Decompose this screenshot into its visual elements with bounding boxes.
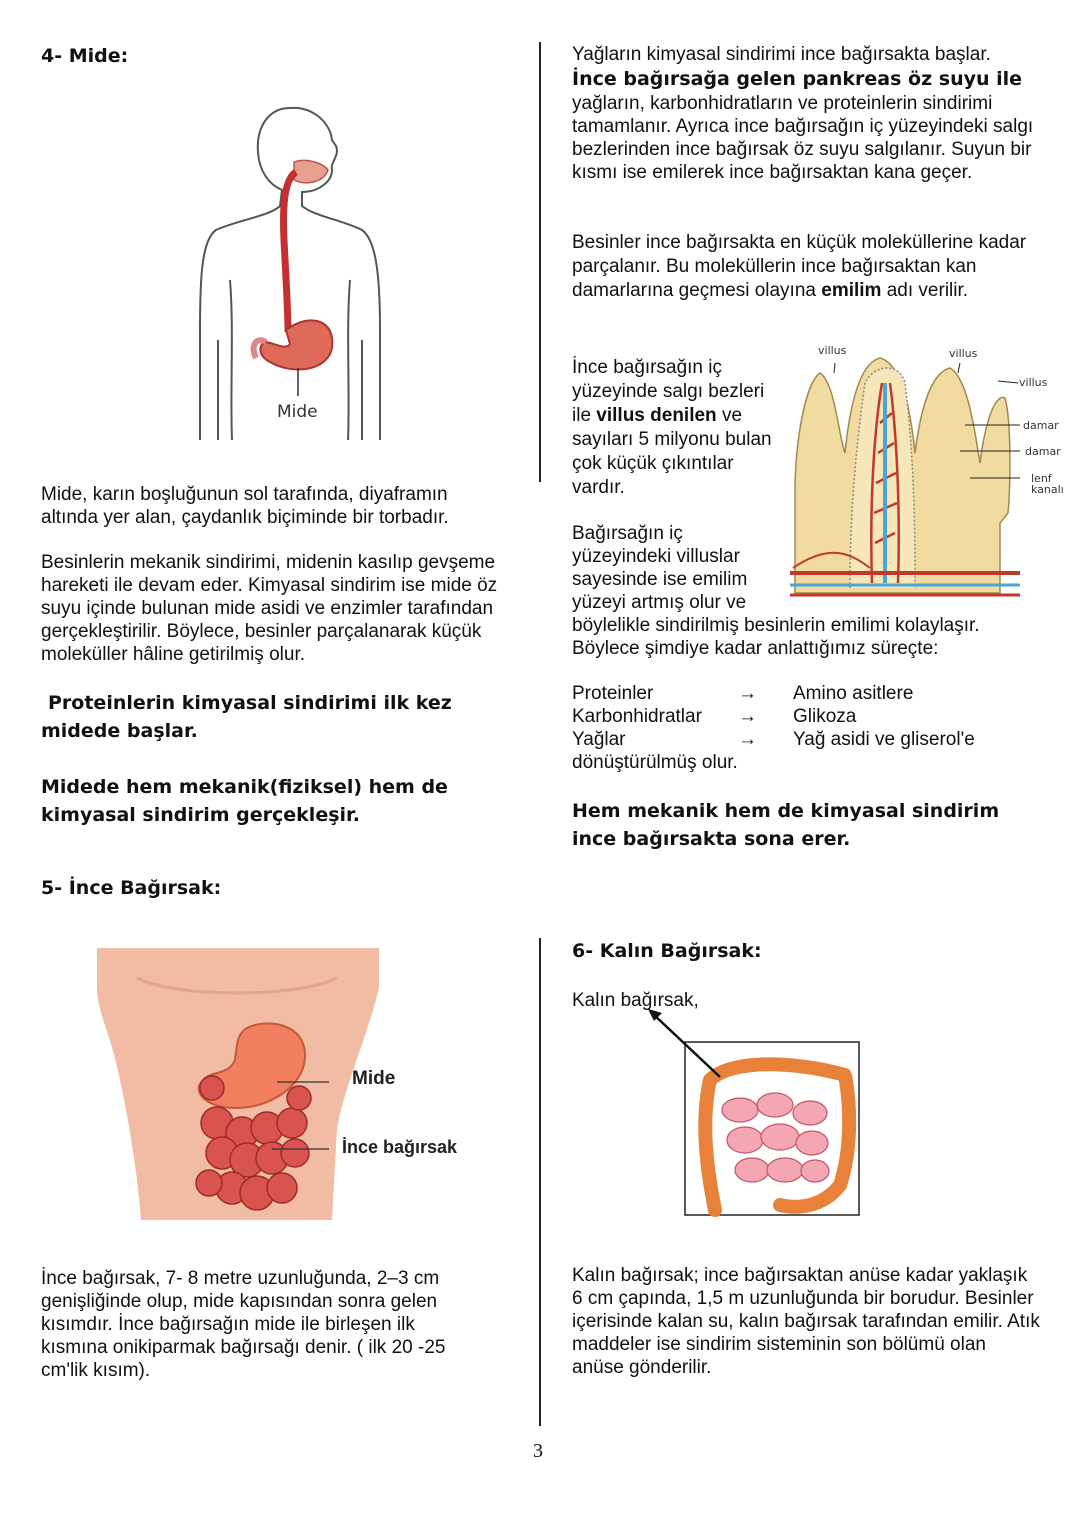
right-paragraph-1 — [572, 43, 1042, 184]
mide-figure-label: Mide — [277, 402, 318, 422]
villus-label-3: villus — [1019, 376, 1048, 389]
conversion-to: Glikoza — [793, 706, 857, 727]
kalin-bagirsak-intro: Kalın bağırsak, — [572, 990, 699, 1011]
conversion-from: Proteinler — [572, 683, 654, 704]
mide-bold-statement-2: Midede hem mekanik(fiziksel) hem de kimyasal sindirim gerçekleşir. — [41, 776, 448, 826]
villus-text-a: İnce bağırsağın iç yüzeyinde salgı bezleri ile — [572, 357, 765, 426]
mide-bold-statement-1: Proteinlerin kimyasal sindirimi ilk kez midede başlar. — [41, 692, 452, 742]
conversion-arrow: → — [738, 683, 757, 704]
emilim-text-a: Besinler ince bağırsakta en küçük moleküllerine kadar parçalanır. Bu moleküllerin ince bağırsaktan kan damarlarına geçmesi olayına — [572, 232, 1027, 301]
conversion-row — [572, 728, 1052, 751]
villus-paragraph — [572, 356, 782, 500]
emilim-text-c: adı verilir. — [881, 280, 969, 301]
ince-bagirsak-figure — [97, 948, 457, 1220]
conversion-tail: dönüştürülmüş olur. — [572, 752, 738, 773]
ince-figure-label-mide: Mide — [352, 1068, 396, 1089]
conversion-arrow: → — [738, 706, 757, 727]
right-p1-bold: İnce bağırsağa gelen pankreas öz suyu ile — [572, 68, 1023, 90]
conversion-to: Yağ asidi ve gliserol'e — [793, 729, 975, 750]
column-divider-top — [539, 42, 541, 482]
lenf-kanali-label: lenf kanalı — [1031, 472, 1064, 496]
ince-bagirsak-heading: 5- İnce Bağırsak: — [41, 877, 222, 899]
villus-text-c: ve sayıları 5 milyonu bulan çok küçük çıkıntılar vardır. — [572, 405, 772, 498]
mide-paragraph-1: Mide, karın boşluğunun sol tarafında, diyaframın altında yer alan, çaydanlık biçiminde bir torbadır. — [41, 484, 449, 528]
right-paragraph-emilim — [572, 231, 1042, 303]
damar-label-1: damar — [1023, 419, 1059, 432]
villus-term: villus denilen — [596, 405, 717, 426]
kalin-bagirsak-paragraph: Kalın bağırsak; ince bağırsaktan anüse kadar yaklaşık 6 cm çapında, 1,5 m uzunluğunda bir borudur. Besinler içerisinde kalan su, kalın bağırsak tarafından emilir. Atık maddeler ise sindirim sisteminin son bölümü olan anüse gönderilir. — [572, 1265, 1040, 1378]
mide-paragraph-2: Besinlerin mekanik sindirimi, midenin kasılıp gevşeme hareketi ile devam eder. Kimyasal sindirim ise mide öz suyu içinde bulunan mide asidi ve enzimler tarafından gerçekleştirilir. Böylece, besinler parçalanarak küçük moleküller hâline getirilmiş olur. — [41, 552, 498, 665]
conversion-arrow: → — [738, 729, 757, 750]
conversion-row — [572, 705, 1052, 728]
conversion-table — [572, 682, 1052, 774]
villus-paragraph-3: böylelikle sindirilmiş besinlerin emilimi kolaylaşır. Böylece şimdiye kadar anlattığımız süreçte: — [572, 615, 980, 659]
page-number: 3 — [533, 1440, 543, 1462]
right-bold-statement: Hem mekanik hem de kimyasal sindirim ince bağırsakta sona erer. — [572, 800, 1000, 850]
villus-paragraph-2: Bağırsağın iç yüzeyindeki villuslar sayesinde ise emilim yüzeyi artmış olur ve — [572, 523, 748, 613]
right-p1-line-c: yağların, karbonhidratların ve proteinlerin sindirimi tamamlanır. Ayrıca ince bağırsağın iç yüzeyindeki salgı bezlerinden ince bağırsak öz suyu salgılanır. Suyun bir kısmı ise emilerek ince bağırsaktan kana geçer. — [572, 93, 1034, 183]
ince-figure-label-ince-bagirsak: İnce bağırsak — [342, 1137, 458, 1157]
conversion-from: Karbonhidratlar — [572, 706, 702, 727]
mide-figure — [190, 100, 390, 445]
mide-heading: 4- Mide: — [41, 45, 129, 67]
kalin-bagirsak-heading: 6- Kalın Bağırsak: — [572, 940, 762, 962]
right-p1-line-a: Yağların kimyasal sindirimi ince bağırsakta başlar. — [572, 44, 991, 65]
villus-figure — [790, 343, 1020, 603]
ince-bagirsak-paragraph: İnce bağırsak, 7- 8 metre uzunluğunda, 2–3 cm genişliğinde olup, mide kapısından sonra gelen kısımdır. İnce bağırsağın mide ile birleşen ilk kısmına onikiparmak bağırsağı denir. ( ilk 20 -25 cm'lik kısım). — [41, 1268, 446, 1381]
conversion-from: Yağlar — [572, 729, 626, 750]
column-divider-bottom — [539, 938, 541, 1426]
villus-label-2: villus — [949, 347, 978, 360]
villus-label-1: villus — [818, 344, 847, 357]
kalin-bagirsak-figure — [640, 1005, 862, 1217]
emilim-term: emilim — [821, 280, 882, 301]
conversion-to: Amino asitlere — [793, 683, 914, 704]
conversion-row — [572, 682, 1052, 705]
damar-label-2: damar — [1025, 445, 1061, 458]
